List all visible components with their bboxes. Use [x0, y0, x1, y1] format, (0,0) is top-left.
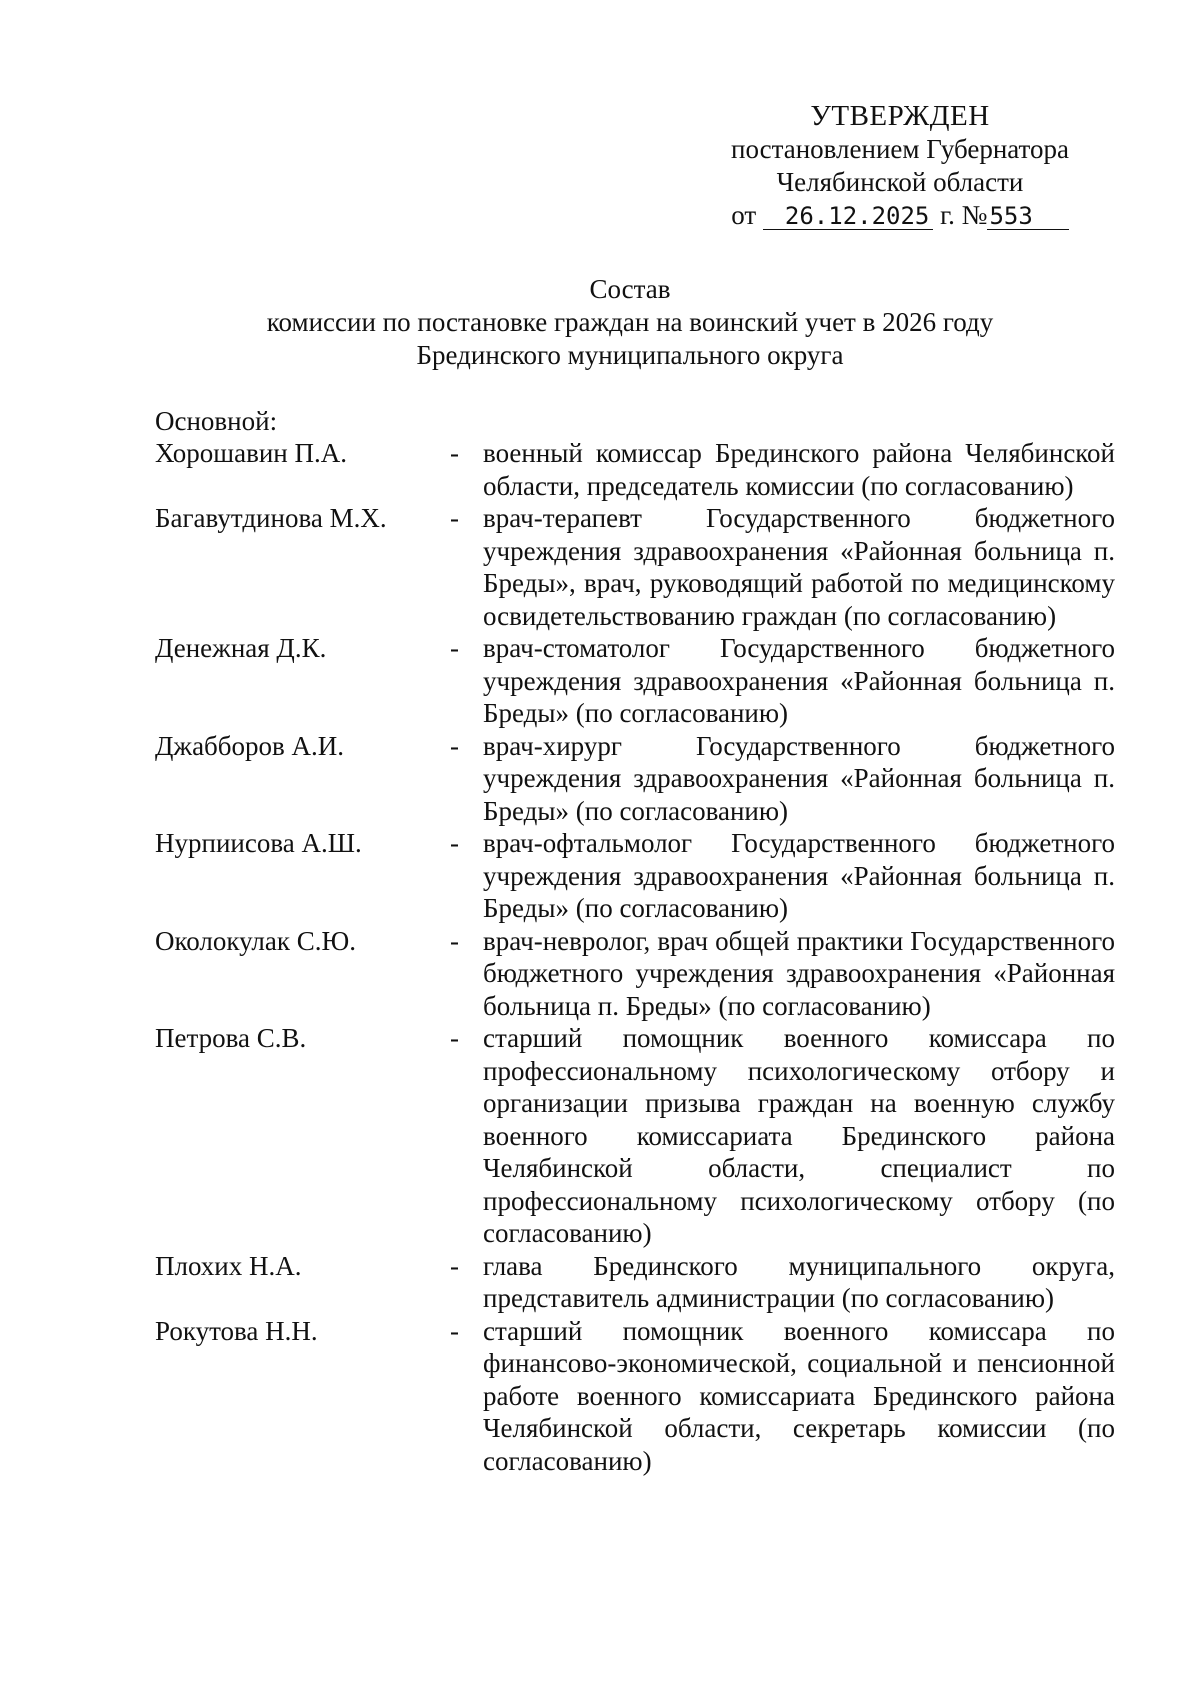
approval-date: 26.12.2025 [763, 203, 934, 230]
title-line-2: комиссии по постановке граждан на воинский учет в 2026 году [266, 307, 994, 337]
member-name: Денежная Д.К. [155, 633, 327, 663]
member-row [155, 1250, 1115, 1315]
member-description: старший помощник военного комиссара по профессиональному психологическому отбору и организации призыва граждан на военную службу военного комиссариата Брединского района Челябинской области, специалист по профессиональному психологическому отбору (по согласованию) [483, 1023, 1115, 1248]
member-row [155, 925, 1115, 1023]
member-name: Джабборов А.И. [155, 730, 345, 761]
title-line-3: Брединского муниципального округа [416, 340, 844, 370]
member-description: врач-стоматолог Государственного бюджетного учреждения здравоохранения «Районная больница п. Бреды» (по согласованию) [483, 633, 1115, 728]
approval-date-line [700, 199, 1100, 232]
member-name: Околокулак С.Ю. [155, 925, 356, 956]
section-label: Основной: [155, 406, 278, 436]
member-dash: - [450, 925, 459, 956]
member-row [155, 437, 1115, 502]
approval-line-1: постановлением Губернатора [731, 134, 1069, 164]
member-name: Петрова С.В. [155, 1023, 307, 1053]
member-dash: - [450, 1023, 459, 1053]
member-row [155, 1022, 1115, 1250]
approval-block [700, 100, 1100, 232]
document-title [150, 273, 1110, 372]
approval-heading: УТВЕРЖДЕН [810, 100, 990, 132]
member-name: Багавутдинова М.Х. [155, 503, 387, 533]
member-description: врач-хирург Государственного бюджетного учреждения здравоохранения «Районная больница п. Бреды» (по согласованию) [483, 730, 1115, 826]
approval-line-2: Челябинской области [776, 167, 1024, 197]
approval-from-label: от [731, 200, 757, 230]
member-dash: - [450, 828, 459, 858]
member-row [155, 502, 1115, 632]
member-dash: - [450, 633, 459, 663]
approval-year-suffix: г. № [940, 200, 988, 230]
member-name: Плохих Н.А. [155, 1250, 302, 1281]
member-dash: - [450, 730, 459, 761]
title-line-1: Состав [589, 274, 671, 304]
member-name: Рокутова Н.Н. [155, 1315, 318, 1346]
member-description: старший помощник военного комиссара по финансово-экономической, социальной и пенсионной работе военного комиссариата Брединского района Челябинской области, секретарь комиссии (по согласованию) [483, 1315, 1115, 1476]
member-row [155, 827, 1115, 925]
member-description: военный комиссар Брединского района Челябинской области, председатель комиссии (по согласованию) [483, 438, 1115, 501]
member-description: врач-терапевт Государственного бюджетного учреждения здравоохранения «Районная больница п. Бреды», врач, руководящий работой по медицинскому освидетельствованию граждан (по согласованию) [483, 503, 1115, 631]
members-list [155, 437, 1115, 1477]
member-row [155, 632, 1115, 730]
approval-number: 553 [987, 203, 1068, 230]
member-description: врач-невролог, врач общей практики Государственного бюджетного учреждения здравоохранения «Районная больница п. Бреды» (по согласованию) [483, 925, 1115, 1021]
member-name: Хорошавин П.А. [155, 438, 347, 468]
member-row [155, 730, 1115, 828]
member-description: врач-офтальмолог Государственного бюджетного учреждения здравоохранения «Районная больница п. Бреды» (по согласованию) [483, 828, 1115, 923]
member-name: Нурпиисова А.Ш. [155, 828, 362, 858]
member-dash: - [450, 438, 459, 468]
member-description: глава Брединского муниципального округа, представитель администрации (по согласованию) [483, 1250, 1115, 1313]
member-row [155, 1315, 1115, 1478]
member-dash: - [450, 1315, 459, 1346]
member-dash: - [450, 1250, 459, 1281]
member-dash: - [450, 503, 459, 533]
